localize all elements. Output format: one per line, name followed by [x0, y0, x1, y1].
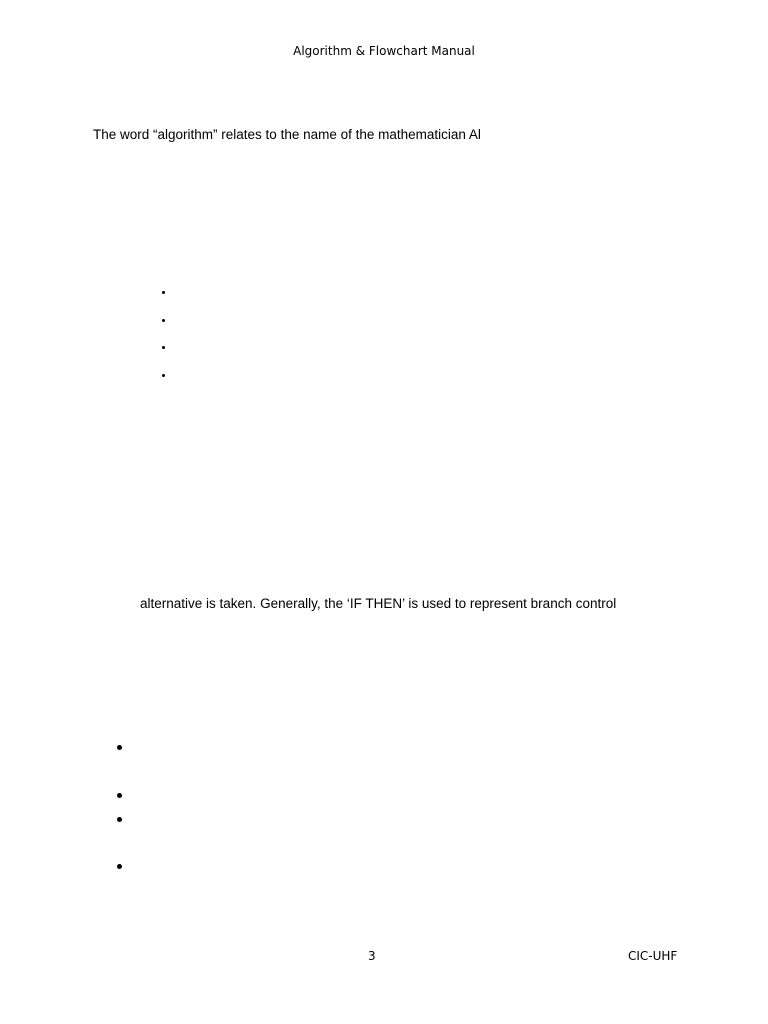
page-header-title: Algorithm & Flowchart Manual	[293, 44, 475, 58]
page-number: 3	[368, 949, 376, 963]
bullet-point	[117, 817, 122, 822]
bullet-point	[162, 374, 165, 377]
bullet-point	[162, 346, 165, 349]
footer-organization: CIC-UHF	[628, 949, 678, 963]
bullet-point	[162, 291, 165, 294]
body-paragraph-1: The word “algorithm” relates to the name of the mathematician Al	[93, 127, 481, 142]
bullet-point	[117, 864, 122, 869]
bullet-point	[117, 745, 122, 750]
bullet-point	[117, 793, 122, 798]
body-paragraph-2: alternative is taken. Generally, the ‘IF THEN’ is used to represent branch control	[140, 596, 617, 611]
bullet-point	[162, 319, 165, 322]
